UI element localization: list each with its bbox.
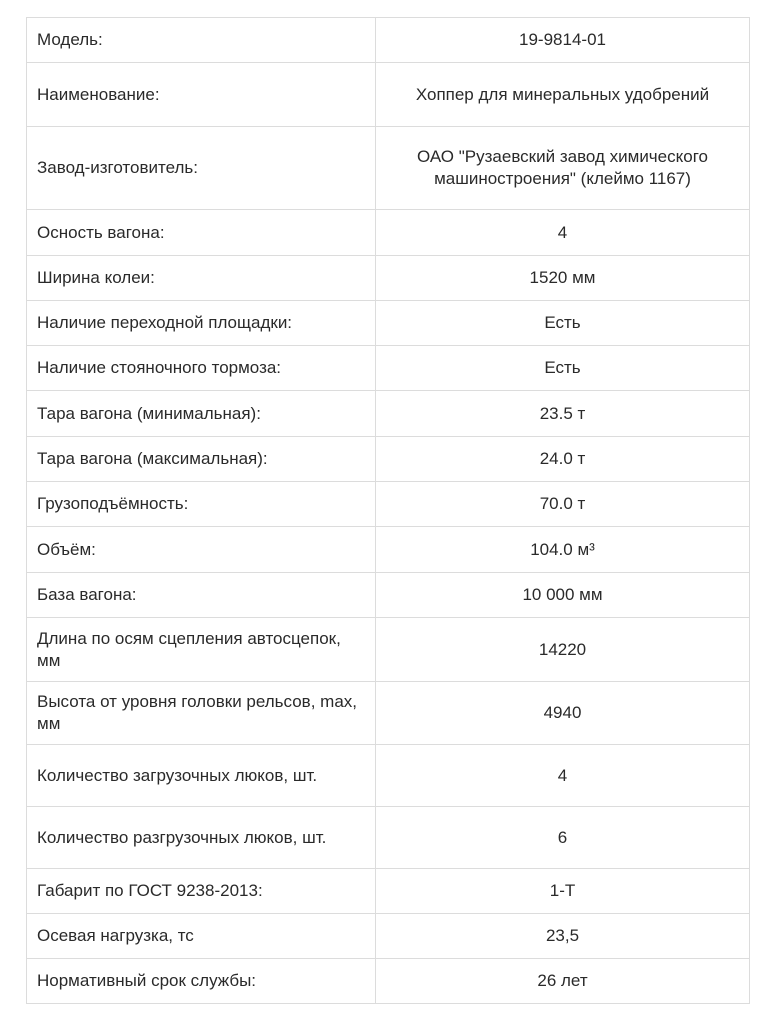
table-row (27, 346, 750, 391)
spec-value: 1520 мм (376, 256, 750, 301)
spec-value: 4 (376, 745, 750, 807)
spec-value: 26 лет (376, 959, 750, 1004)
spec-value: Есть (376, 301, 750, 346)
table-row (27, 914, 750, 959)
spec-value: 14220 (376, 618, 750, 682)
spec-label: Завод-изготовитель: (27, 127, 376, 210)
spec-label: Наличие переходной площадки: (27, 301, 376, 346)
spec-label: Объём: (27, 527, 376, 573)
table-row (27, 959, 750, 1004)
spec-label: Габарит по ГОСТ 9238-2013: (27, 869, 376, 914)
spec-label: Тара вагона (максимальная): (27, 437, 376, 482)
table-row (27, 210, 750, 256)
spec-value: Есть (376, 346, 750, 391)
spec-value: 24.0 т (376, 437, 750, 482)
table-row (27, 527, 750, 573)
table-row (27, 807, 750, 869)
table-row (27, 745, 750, 807)
spec-value: 23.5 т (376, 391, 750, 437)
spec-label: Осность вагона: (27, 210, 376, 256)
table-row (27, 618, 750, 682)
table-row (27, 682, 750, 745)
table-row (27, 18, 750, 63)
table-row (27, 256, 750, 301)
spec-label: Длина по осям сцепления автосцепок, мм (27, 618, 376, 682)
spec-value: 1-Т (376, 869, 750, 914)
spec-label: Ширина колеи: (27, 256, 376, 301)
spec-label: Высота от уровня головки рельсов, max, мм (27, 682, 376, 745)
table-row (27, 869, 750, 914)
spec-value: ОАО "Рузаевский завод химического машиностроения" (клеймо 1167) (376, 127, 750, 210)
spec-label: Количество загрузочных люков, шт. (27, 745, 376, 807)
spec-value: Хоппер для минеральных удобрений (376, 63, 750, 127)
spec-value: 104.0 м³ (376, 527, 750, 573)
spec-label: Наименование: (27, 63, 376, 127)
spec-value: 4 (376, 210, 750, 256)
spec-value: 23,5 (376, 914, 750, 959)
table-row (27, 391, 750, 437)
spec-label: Грузоподъёмность: (27, 482, 376, 527)
table-row (27, 437, 750, 482)
spec-label: Нормативный срок службы: (27, 959, 376, 1004)
table-row (27, 573, 750, 618)
spec-value: 4940 (376, 682, 750, 745)
spec-label: База вагона: (27, 573, 376, 618)
specs-table (26, 17, 750, 1004)
table-row (27, 127, 750, 210)
spec-label: Модель: (27, 18, 376, 63)
spec-label: Тара вагона (минимальная): (27, 391, 376, 437)
spec-value: 6 (376, 807, 750, 869)
spec-value: 19-9814-01 (376, 18, 750, 63)
table-row (27, 63, 750, 127)
spec-label: Осевая нагрузка, тс (27, 914, 376, 959)
table-row (27, 301, 750, 346)
spec-label: Наличие стояночного тормоза: (27, 346, 376, 391)
spec-label: Количество разгрузочных люков, шт. (27, 807, 376, 869)
table-row (27, 482, 750, 527)
spec-value: 10 000 мм (376, 573, 750, 618)
spec-value: 70.0 т (376, 482, 750, 527)
